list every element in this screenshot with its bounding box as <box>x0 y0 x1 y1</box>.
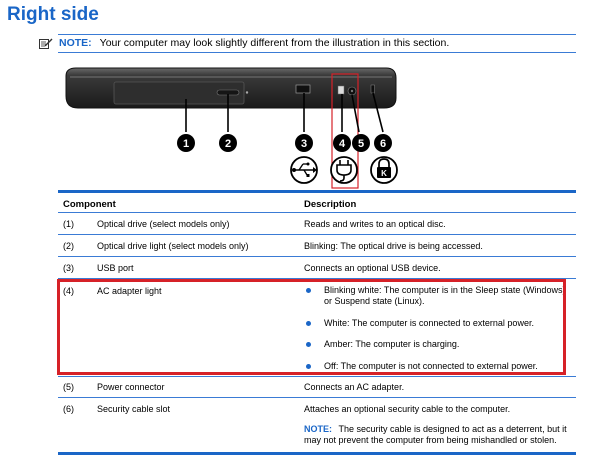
table-row <box>58 377 576 398</box>
bullet-item: Amber: The computer is charging. <box>304 339 574 350</box>
note-pencil-icon <box>39 37 53 49</box>
row-number: (5) <box>63 382 74 392</box>
note-label: NOTE: <box>59 37 92 49</box>
note-text: Your computer may look slightly different from the illustration in this section. <box>99 37 450 49</box>
table-row <box>58 257 576 279</box>
row-description: Connects an optional USB device. <box>304 263 441 273</box>
row-number: (3) <box>63 263 74 273</box>
svg-text:3: 3 <box>300 138 308 150</box>
row-number: (1) <box>63 219 74 229</box>
row-component: Optical drive light (select models only) <box>97 241 249 251</box>
callout-2 <box>219 134 237 152</box>
security-note-text: The security cable is designed to act as a deterrent, but it may not prevent the computer from being mishandled or stolen. <box>304 424 567 445</box>
row-description: Attaches an optional security cable to the computer. <box>304 404 511 414</box>
usb-icon <box>291 157 317 183</box>
laptop-right-side-illustration <box>60 64 400 190</box>
bullet-item: Off: The computer is not connected to external power. <box>304 361 574 372</box>
callout-4 <box>333 134 351 152</box>
bullet-item: White: The computer is connected to external power. <box>304 318 574 329</box>
callout-6 <box>374 134 392 152</box>
svg-text:4: 4 <box>338 138 346 150</box>
table-header-row <box>58 190 576 213</box>
header-component: Component <box>63 199 116 210</box>
row-description: Connects an AC adapter. <box>304 382 405 392</box>
table-row <box>58 398 576 452</box>
table-bottom-rule <box>58 452 576 455</box>
note-bar <box>58 34 576 53</box>
row-number: (6) <box>63 404 74 414</box>
header-description: Description <box>304 199 357 210</box>
callout-5 <box>352 134 370 152</box>
page-title: Right side <box>7 4 99 25</box>
row-number: (4) <box>63 286 74 296</box>
svg-text:2: 2 <box>224 138 232 150</box>
callout-1 <box>177 134 195 152</box>
security-cable-note <box>304 424 574 446</box>
component-table <box>58 190 576 452</box>
svg-text:1: 1 <box>182 138 190 150</box>
callout-3 <box>295 134 313 152</box>
table-row <box>58 279 576 377</box>
row-component: Optical drive (select models only) <box>97 219 230 229</box>
security-lock-icon <box>371 157 397 183</box>
bullet-item: Blinking white: The computer is in the Sleep state (Windows) or Suspend state (Linux). <box>304 285 574 307</box>
row-component: USB port <box>97 263 134 273</box>
table-row <box>58 235 576 257</box>
row-number: (2) <box>63 241 74 251</box>
row-component: Power connector <box>97 382 165 392</box>
security-note-label: NOTE: <box>304 424 332 434</box>
power-plug-icon <box>331 157 357 183</box>
svg-text:K: K <box>381 169 387 178</box>
svg-text:5: 5 <box>357 138 365 150</box>
table-row <box>58 213 576 235</box>
row-component: AC adapter light <box>97 286 162 296</box>
row-component: Security cable slot <box>97 404 171 414</box>
row-description: Reads and writes to an optical disc. <box>304 219 446 229</box>
row-description: Blinking: The optical drive is being accessed. <box>304 241 483 251</box>
svg-text:6: 6 <box>379 138 387 150</box>
